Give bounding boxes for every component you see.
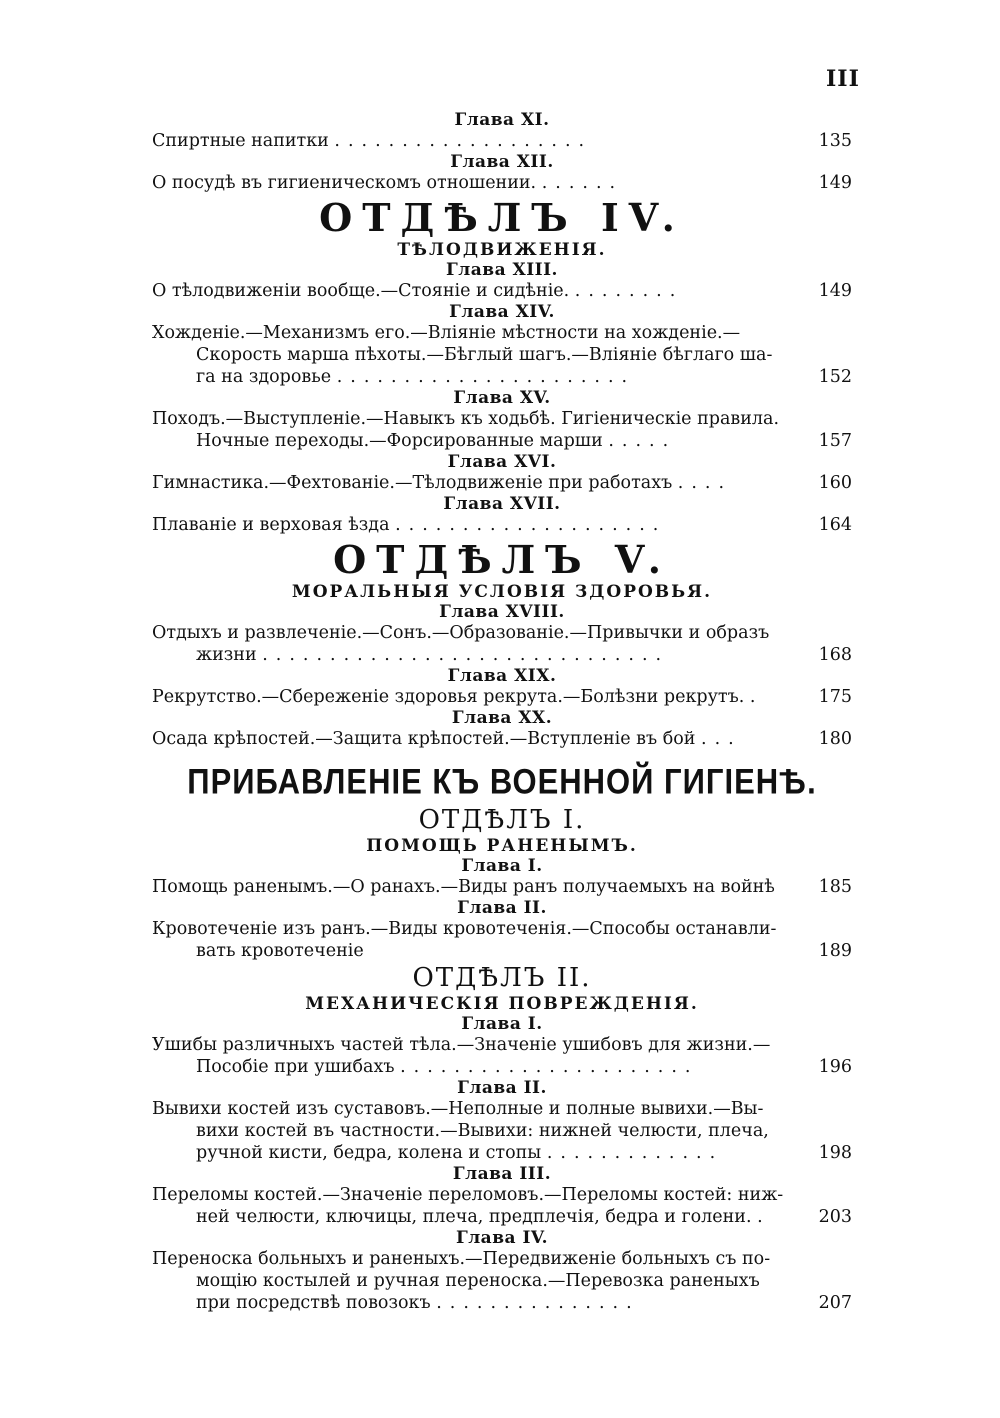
entry-line: Переноска больныхъ и раненыхъ.—Передвиженіе больныхъ съ по-: [152, 1249, 771, 1269]
leader-dots: .............: [546, 1143, 724, 1163]
entry-text: О посудѣ въ гигиеническомъ отношении.: [152, 173, 537, 193]
entry-page: 160: [818, 473, 852, 493]
entry-line: Пособіе при ушибахъ: [196, 1057, 395, 1077]
toc-entry: [152, 728, 852, 750]
entry-text: Гимнастика.—Фехтованіе.—Тѣлодвиженіе при работахъ: [152, 473, 673, 493]
toc-entry: [152, 408, 852, 452]
chapter-heading: Глава III.: [452, 1164, 552, 1184]
entry-text: О тѣлодвиженіи вообще.—Стояніе и сидѣніе.: [152, 281, 570, 301]
entry-line: вать кровотеченіе: [196, 941, 364, 961]
table-of-contents: [152, 110, 852, 1314]
toc-entry: [152, 622, 852, 666]
chapter-heading: Глава XX.: [451, 708, 553, 728]
toc-entry: [152, 472, 852, 494]
chapter-heading: Глава XIX.: [447, 666, 557, 686]
chapter-heading: Глава II.: [457, 898, 547, 918]
entry-line: Походъ.—Выступленіе.—Навыкъ къ ходьбѣ. Гигіеническіе правила.: [152, 409, 780, 429]
entry-line: вихи костей въ частности.—Вывихи: нижней челюсти, плеча,: [196, 1121, 769, 1141]
chapter-heading: Глава XV.: [453, 388, 551, 408]
entry-page: 149: [818, 173, 852, 193]
entry-text: Осада крѣпостей.—Защита крѣпостей.—Вступленіе въ бой: [152, 729, 696, 749]
chapter-heading: Глава XVII.: [443, 494, 561, 514]
appendix-heading: ПРИБАВЛЕНІЕ КЪ ВОЕННОЙ ГИГІЕНѢ.: [187, 761, 817, 802]
entry-text: Помощь раненымъ.—О ранахъ.—Виды ранъ получаемыхъ на войнѣ: [152, 877, 775, 897]
section-heading: ОТДѢЛЪ I.: [418, 805, 586, 835]
entry-page: 157: [818, 431, 852, 451]
chapter-heading: Глава I.: [461, 1014, 543, 1034]
toc-entry: [152, 918, 852, 962]
entry-line: Вывихи костей изъ суставовъ.—Неполные и полные вывихи.—Вы-: [152, 1099, 764, 1119]
section-heading: ОТДѢЛЪ IV.: [319, 195, 685, 240]
leader-dots: .: [749, 687, 764, 707]
entry-line: га на здоровье: [196, 367, 332, 387]
entry-page: 164: [818, 515, 852, 535]
entry-text: Рекрутство.—Сбереженіе здоровья рекрута.—Болѣзни рекрутъ.: [152, 687, 745, 707]
entry-line: мощію костылей и ручная переноска.—Перевозка раненыхъ: [196, 1271, 760, 1291]
chapter-heading: Глава XI.: [454, 110, 550, 130]
leader-dots: ........: [574, 281, 684, 301]
toc-entry: [152, 1098, 852, 1164]
chapter-heading: Глава XIII.: [446, 260, 558, 280]
entry-page: 185: [818, 877, 852, 897]
entry-page: 135: [818, 131, 852, 151]
toc-entry: [152, 172, 852, 194]
section-subtitle: МОРАЛЬНЫЯ УСЛОВІЯ ЗДОРОВЬЯ.: [291, 582, 713, 602]
entry-line: ручной кисти, бедра, колена и стопы: [196, 1143, 542, 1163]
page-number: III: [826, 66, 860, 92]
entry-line: Кровотеченіе изъ ранъ.—Виды кровотеченія.—Способы останавли-: [152, 919, 777, 939]
entry-page: 198: [818, 1143, 852, 1163]
leader-dots: ...: [701, 729, 742, 749]
chapter-heading: Глава II.: [457, 1078, 547, 1098]
entry-page: 168: [818, 645, 852, 665]
entry-page: 175: [818, 687, 852, 707]
toc-entry: [152, 1034, 852, 1078]
entry-line: Скорость марша пѣхоты.—Бѣглый шагъ.—Вліяніе бѣглаго ша-: [196, 345, 773, 365]
toc-entry: [152, 322, 852, 388]
entry-page: 152: [818, 367, 852, 387]
toc-entry: [152, 1248, 852, 1314]
entry-text: Спиртные напитки: [152, 131, 329, 151]
entry-page: 180: [818, 729, 852, 749]
toc-entry: [152, 686, 852, 708]
chapter-heading: Глава XIV.: [449, 302, 555, 322]
chapter-heading: Глава XII.: [450, 152, 554, 172]
section-subtitle: ПОМОЩЬ РАНЕНЫМЪ.: [366, 836, 638, 856]
entry-text: Плаваніе и верховая ѣзда: [152, 515, 390, 535]
leader-dots: ....: [677, 473, 733, 493]
toc-entry: [152, 1184, 852, 1228]
chapter-heading: Глава IV.: [455, 1228, 549, 1248]
leader-dots: ...............: [436, 1293, 640, 1313]
entry-line: ней челюсти, ключицы, плеча, предплечія, бедра и голени.: [196, 1207, 752, 1227]
chapter-heading: Глава XVI.: [447, 452, 557, 472]
entry-line: Отдыхъ и развлеченіе.—Сонъ.—Образованіе.—Привычки и образъ: [152, 623, 770, 643]
leader-dots: .: [757, 1207, 771, 1227]
leader-dots: .....: [608, 431, 677, 451]
section-subtitle: МЕХАНИЧЕСКІЯ ПОВРЕЖДЕНІЯ.: [305, 994, 699, 1014]
entry-line: Ушибы различныхъ частей тѣла.—Значеніе ушибовъ для жизни.—: [152, 1035, 771, 1055]
toc-entry: [152, 280, 852, 302]
leader-dots: ....................: [395, 515, 667, 535]
entry-page: 207: [818, 1293, 852, 1313]
chapter-heading: Глава XVIII.: [439, 602, 565, 622]
section-heading: ОТДѢЛЪ V.: [333, 537, 671, 582]
leader-dots: ..............................: [262, 645, 670, 665]
leader-dots: ......: [541, 173, 624, 193]
leader-dots: ......................: [336, 367, 636, 387]
entry-page: 196: [818, 1057, 852, 1077]
entry-page: 189: [818, 941, 852, 961]
entry-line: при посредствѣ повозокъ: [196, 1293, 431, 1313]
entry-page: 149: [818, 281, 852, 301]
entry-page: 203: [818, 1207, 852, 1227]
section-heading: ОТДѢЛЪ II.: [412, 963, 592, 993]
toc-entry: [152, 514, 852, 536]
entry-line: Хожденіе.—Механизмъ его.—Вліяніе мѣстности на хожденіе.—: [152, 323, 741, 343]
leader-dots: ......................: [400, 1057, 699, 1077]
toc-entry: [152, 130, 852, 152]
entry-line: Ночные переходы.—Форсированные марши: [196, 431, 603, 451]
leader-dots: ...................: [334, 131, 593, 151]
entry-line: жизни: [196, 645, 257, 665]
toc-entry: [152, 876, 852, 898]
chapter-heading: Глава I.: [461, 856, 543, 876]
entry-line: Переломы костей.—Значеніе переломовъ.—Переломы костей: ниж-: [152, 1185, 784, 1205]
section-subtitle: ТѢЛОДВИЖЕНІЯ.: [397, 240, 607, 260]
